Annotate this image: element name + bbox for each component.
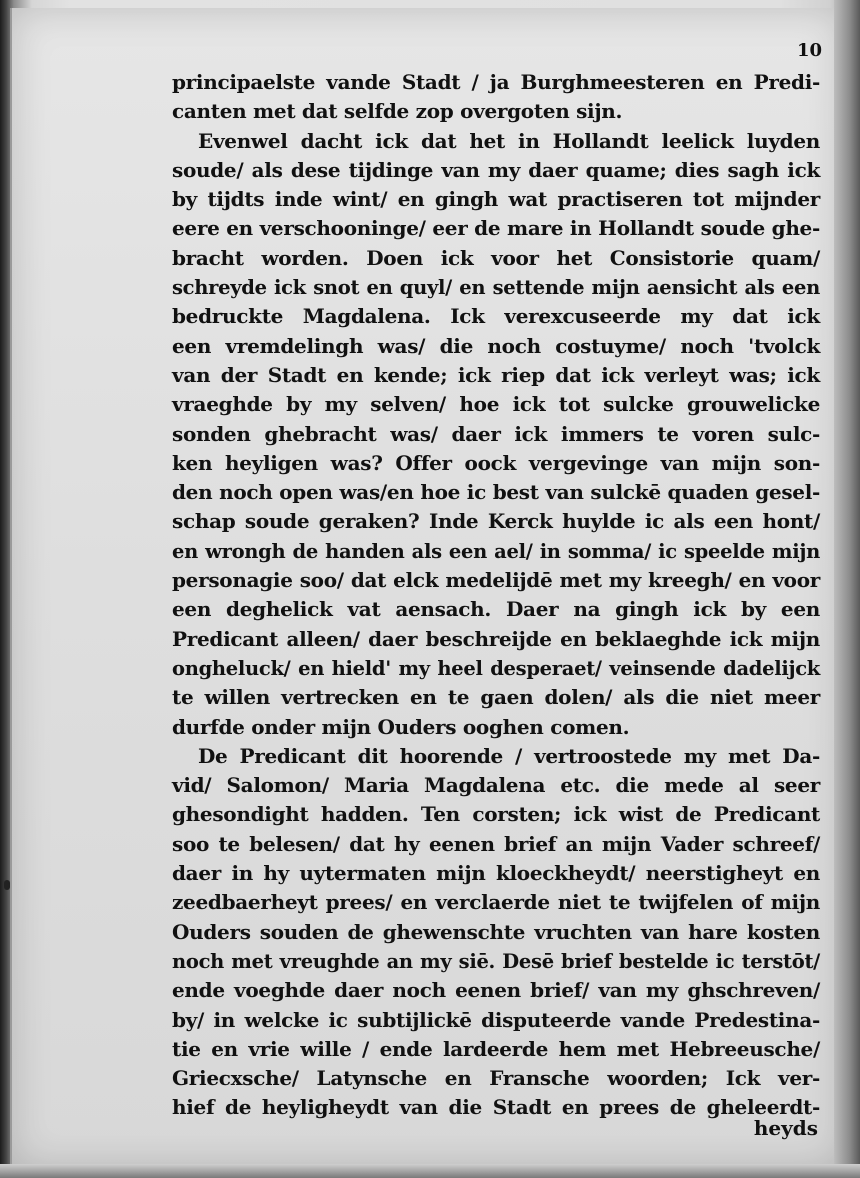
text-line: vraeghde by my selven/ hoe ick tot sulcke grouwelicke bbox=[172, 392, 820, 417]
text-line: soo te belesen/ dat hy eenen brief an mijn Vader schreef/ bbox=[172, 831, 820, 856]
page-edge-bottom bbox=[0, 1164, 860, 1178]
text-line: den noch open was/en hoe ic best van sulckē quaden gesel- bbox=[172, 480, 820, 505]
page-number: 10 bbox=[796, 40, 822, 61]
text-line: Ouders souden de ghewenschte vruchten van hare kosten bbox=[172, 919, 820, 944]
text-line: vid/ Salomon/ Maria Magdalena etc. die mede al seer bbox=[172, 773, 820, 798]
text-line: ken heyligen was? Offer oock vergevinge van mijn son- bbox=[172, 450, 820, 475]
text-line: Griecxsche/ Latynsche en Fransche woorden; Ick ver- bbox=[172, 1066, 820, 1091]
text-line: schap soude geraken? Inde Kerck huylde ic als een hont/ bbox=[172, 509, 820, 534]
body-text bbox=[172, 68, 820, 1123]
text-line: hief de heyligheydt van die Stadt en prees de gheleerdt- bbox=[172, 1095, 820, 1120]
catchword: heyds bbox=[753, 1116, 818, 1140]
text-line: zeedbaerheyt prees/ en verclaerde niet te twijfelen of mijn bbox=[172, 890, 820, 915]
text-line: ongheluck/ en hield' my heel desperaet/ veinsende dadelijck bbox=[172, 656, 820, 680]
text-line: by tijdts inde wint/ en gingh wat practiseren tot mijnder bbox=[172, 187, 820, 212]
text-line: een vremdelingh was/ die noch costuyme/ noch 'tvolck bbox=[172, 333, 820, 358]
text-line: personagie soo/ dat elck medelijdē met my kreegh/ en voor bbox=[172, 568, 820, 593]
text-line: De Predicant dit hoorende / vertroostede my met Da- bbox=[198, 743, 820, 768]
text-line: schreyde ick snot en quyl/ en settende mijn aensicht als een bbox=[172, 276, 820, 300]
text-line: ende voeghde daer noch eenen brief/ van my ghschreven/ bbox=[172, 978, 820, 1003]
text-line: noch met vreughde an my siē. Desē brief bestelde ic terstōt/ bbox=[172, 949, 820, 973]
text-line: bedruckte Magdalena. Ick verexcuseerde my dat ick bbox=[172, 304, 820, 329]
text-line: sonden ghebracht was/ daer ick immers te voren sulc- bbox=[172, 421, 820, 446]
text-line: tie en vrie wille / ende lardeerde hem met Hebreeusche/ bbox=[172, 1036, 820, 1061]
page-edge-right bbox=[834, 0, 860, 1178]
text-line: te willen vertrecken en te gaen dolen/ als die niet meer bbox=[172, 685, 820, 710]
text-line: Evenwel dacht ick dat het in Hollandt leelick luyden bbox=[198, 128, 820, 153]
text-line: een deghelick vat aensach. Daer na gingh ick by een bbox=[172, 597, 820, 622]
text-line: canten met dat selfde zop overgoten sijn. bbox=[172, 99, 623, 124]
text-line: principaelste vande Stadt / ja Burghmeesteren en Predi- bbox=[172, 70, 820, 94]
text-line: daer in hy uytermaten mijn kloeckheydt/ neerstigheyt en bbox=[172, 861, 820, 886]
text-line: en wrongh de handen als een ael/ in somma/ ic speelde mijn bbox=[172, 539, 820, 563]
binding-mark bbox=[4, 880, 10, 890]
text-line: by/ in welcke ic subtijlickē disputeerde vande Predestina- bbox=[172, 1007, 820, 1032]
text-line: ghesondight hadden. Ten corsten; ick wist de Predicant bbox=[172, 802, 820, 827]
text-line: Predicant alleen/ daer beschreijde en beklaeghde ick mijn bbox=[172, 626, 820, 651]
text-line: durfde onder mijn Ouders ooghen comen. bbox=[172, 714, 630, 739]
text-line: van der Stadt en kende; ick riep dat ick verleyt was; ick bbox=[172, 362, 820, 387]
text-line: soude/ als dese tijdinge van my daer quame; dies sagh ick bbox=[172, 157, 820, 182]
text-line: eere en verschooninge/ eer de mare in Hollandt soude ghe- bbox=[172, 216, 820, 241]
text-line: bracht worden. Doen ick voor het Consistorie quam/ bbox=[172, 245, 820, 270]
